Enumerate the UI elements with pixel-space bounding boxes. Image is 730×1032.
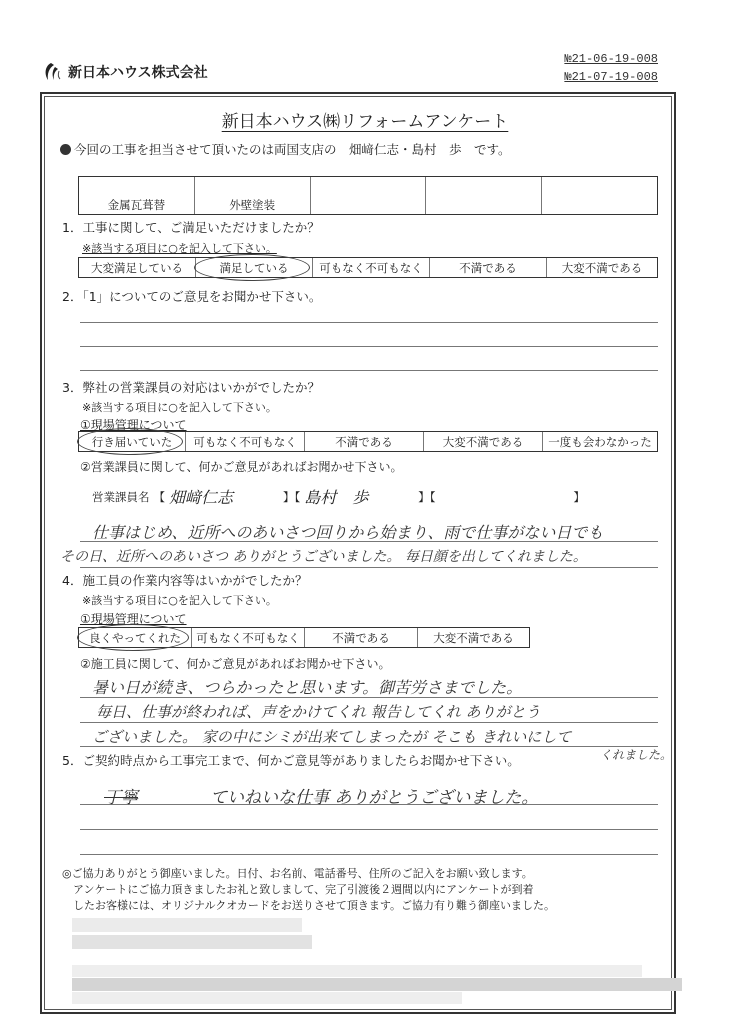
q5-label: 5．ご契約時点から工事完工まで、何かご意見等がありましたらお聞かせ下さい。 [62, 753, 520, 768]
q3-sub1: ①現場管理について [80, 418, 187, 432]
redacted-address [72, 965, 692, 1011]
staff-label: 営業課員名 [92, 489, 150, 504]
q1-option-selected[interactable]: 満足している [196, 258, 313, 277]
work-item: 外壁塗装 [195, 177, 311, 214]
q5-comment[interactable]: ていねいな仕事 ありがとうございました。 [210, 788, 539, 808]
q5-struck-text: 丁寧 [104, 788, 138, 808]
document-number-1: №21-06-19-008 [564, 52, 658, 66]
company-logo [42, 62, 208, 82]
q1-option[interactable]: 不満である [430, 258, 547, 277]
q3-option[interactable]: 大変不満である [424, 432, 543, 451]
q4-comment-line[interactable]: ございました。 家の中にシミが出来てしまったが そこも きれいにして [92, 728, 572, 746]
work-item [311, 177, 427, 214]
q3-option[interactable]: 不満である [305, 432, 424, 451]
q3-comment-line[interactable]: その日、近所へのあいさつ ありがとうございました。 毎日顔を出してくれました。 [60, 549, 587, 565]
form-title: 新日本ハウス㈱リフォームアンケート [221, 112, 509, 132]
q4-comment-line[interactable]: 暑い日が続き、つらかったと思います。御苦労さまでした。 [92, 678, 523, 697]
q4-answer-line [80, 722, 658, 723]
q1-label: 1．工事に関して、ご満足いただけましたか？ [62, 220, 320, 235]
q4-comment-line[interactable]: くれました。 [600, 748, 673, 762]
q3-options [78, 431, 658, 452]
q1-options [78, 257, 658, 278]
q3-label: 3．弊社の営業課員の対応はいかがでしたか？ [62, 380, 320, 395]
q5-answer-line [80, 854, 658, 855]
staff-name-1[interactable]: 畑﨑仁志 [169, 488, 234, 507]
q4-option[interactable]: 不満である [305, 628, 418, 647]
q1-option[interactable]: 可もなく不可もなく [313, 258, 430, 277]
q3-option[interactable]: 一度も会わなかった [548, 434, 652, 449]
q2-answer-line[interactable] [80, 322, 658, 323]
q4-option[interactable]: 可もなく不可もなく [192, 628, 305, 647]
footer-note [62, 866, 555, 914]
q3-note: ※該当する項目に○を記入して下さい。 [82, 401, 277, 414]
q1-note: ※該当する項目に○を記入して下さい。 [82, 242, 277, 255]
q1-option[interactable]: 大変不満である [561, 260, 643, 275]
footer-line: ◎ご協力ありがとう御座いました。日付、お名前、電話番号、住所のご記入をお願い致します。 [62, 867, 533, 880]
q4-sub2: ②施工員に関して、何かご意見があればお聞かせ下さい。 [80, 657, 391, 671]
q2-answer-line[interactable] [80, 346, 658, 347]
q4-option[interactable]: 大変不満である [433, 630, 514, 645]
q3-option-selected[interactable]: 行き届いていた [79, 432, 186, 451]
work-items-table [78, 176, 658, 215]
q4-label: 4．施工員の作業内容等はいかがでしたか？ [62, 573, 308, 588]
q3-option[interactable]: 可もなく不可もなく [186, 432, 305, 451]
q4-option-selected[interactable]: 良くやってくれた [79, 628, 192, 647]
q2-label: 2．「1」についてのご意見をお聞かせ下さい。 [62, 289, 322, 304]
q4-note: ※該当する項目に○を記入して下さい。 [82, 594, 277, 607]
document-number-2: №21-07-19-008 [564, 70, 658, 84]
q3-sub2: ②営業課員に関して、何かご意見があればお聞かせ下さい。 [80, 460, 403, 474]
redacted-name [72, 918, 312, 960]
company-mark-icon [42, 62, 64, 82]
q4-options [78, 627, 530, 648]
q4-sub1: ①現場管理について [80, 612, 187, 626]
work-item: 金属瓦葺替 [79, 177, 195, 214]
q3-comment-line[interactable]: 仕事はじめ、近所へのあいさつ回りから始まり、雨で仕事がない日でも [92, 523, 604, 542]
q2-answer-line[interactable] [80, 370, 658, 371]
work-item [542, 177, 657, 214]
q1-option[interactable]: 大変満足している [79, 258, 196, 277]
bullet-icon [60, 144, 71, 155]
staff-name-2[interactable]: 島村 歩 [304, 488, 369, 507]
footer-line: アンケートにご協力頂きましたお礼と致しまして、完了引渡後２週間以内にアンケートが到着 [62, 883, 534, 896]
work-item [426, 177, 542, 214]
q3-answer-line [80, 567, 658, 568]
q4-comment-line[interactable]: 毎日、仕事が終われば、声をかけてくれ 報告してくれ ありがとう [96, 703, 541, 721]
footer-line: したお客様には、オリジナルクオカードをお送りさせて頂きます。ご協力有り難う御座いました。 [62, 899, 556, 912]
staff-names: 営業課員名 【 畑﨑仁志 】【 島村 歩 】【 】 [92, 485, 585, 508]
intro-text: 今回の工事を担当させて頂いたのは両国支店の 畑﨑仁志・島村 歩 です。 [60, 140, 511, 158]
company-name: 新日本ハウス株式会社 [68, 65, 208, 81]
q5-answer-line [80, 829, 658, 830]
